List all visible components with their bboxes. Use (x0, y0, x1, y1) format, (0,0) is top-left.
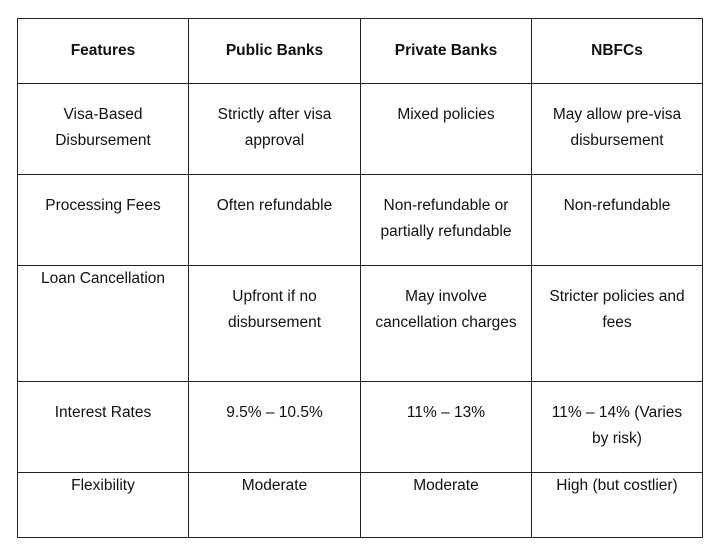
table-row (18, 175, 703, 266)
cell-text: Upfront if no disbursement (227, 288, 322, 331)
cell-text: May involve cancellation charges (375, 288, 517, 331)
private-banks-cell (361, 382, 532, 473)
feature-cell (18, 382, 189, 473)
nbfcs-cell (532, 175, 703, 266)
header-nbfcs: NBFCs (532, 19, 703, 84)
cell-text: May allow pre-visa disbursement (552, 106, 682, 149)
public-banks-cell (189, 266, 361, 382)
cell-text: Stricter policies and fees (549, 288, 685, 331)
public-banks-cell (189, 84, 361, 175)
cell-text: Non-refundable (563, 197, 671, 214)
cell-text: Moderate (241, 477, 308, 494)
cell-text: Interest Rates (54, 404, 152, 421)
private-banks-cell (361, 266, 532, 382)
table-row (18, 382, 703, 473)
feature-cell (18, 266, 189, 382)
table-row (18, 84, 703, 175)
public-banks-cell (189, 473, 361, 538)
public-banks-cell (189, 382, 361, 473)
header-private-banks: Private Banks (361, 19, 532, 84)
cell-text: Non-refundable or partially refundable (380, 197, 512, 240)
nbfcs-cell (532, 473, 703, 538)
public-banks-cell (189, 175, 361, 266)
cell-text: Strictly after visa approval (217, 106, 332, 149)
nbfcs-cell (532, 84, 703, 175)
cell-text: Processing Fees (45, 197, 161, 214)
cell-text: 9.5% – 10.5% (226, 404, 323, 421)
private-banks-cell (361, 175, 532, 266)
table-row (18, 473, 703, 538)
private-banks-cell (361, 473, 532, 538)
cell-text: 11% – 13% (406, 404, 486, 421)
cell-text: Mixed policies (397, 106, 495, 123)
cell-text: Often refundable (216, 197, 333, 214)
private-banks-cell (361, 84, 532, 175)
nbfcs-cell (532, 266, 703, 382)
cell-text: Flexibility (71, 477, 135, 494)
cell-text: Loan Cancellation (40, 270, 166, 287)
nbfcs-cell (532, 382, 703, 473)
header-features: Features (18, 19, 189, 84)
cell-text: 11% – 14% (Varies by risk) (551, 404, 683, 447)
table-header-row (18, 19, 703, 84)
cell-text: Moderate (413, 477, 479, 494)
table-row (18, 266, 703, 382)
feature-cell (18, 175, 189, 266)
cell-text: High (but costlier) (556, 477, 678, 494)
feature-cell (18, 473, 189, 538)
header-public-banks: Public Banks (189, 19, 361, 84)
cell-text: Visa-Based Disbursement (55, 106, 151, 149)
feature-cell (18, 84, 189, 175)
loan-comparison-table (17, 18, 703, 538)
